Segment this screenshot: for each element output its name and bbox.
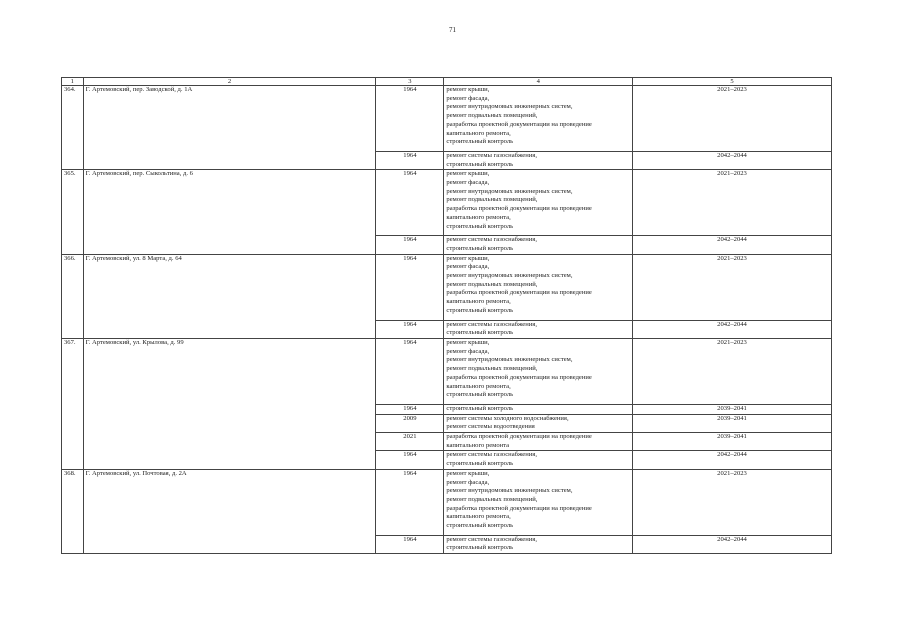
repair-work-item: строительный контроль [446, 329, 514, 337]
repair-period: 2039–2041 [633, 433, 832, 451]
repair-works [444, 151, 633, 169]
repair-work-item: капитального ремонта, [446, 298, 511, 306]
repair-work-item: строительный контроль [446, 460, 514, 468]
table-row [62, 170, 832, 236]
commission-year: 1964 [376, 338, 444, 404]
repair-work-item: ремонт крыши, [446, 254, 490, 262]
table-row [62, 469, 832, 535]
commission-year: 1964 [376, 170, 444, 236]
repair-period: 2042–2044 [633, 236, 832, 254]
repair-work-item: строительный контроль [446, 404, 514, 412]
building-number: 367. [62, 338, 84, 469]
repair-work-item: капитального ремонта, [446, 213, 511, 221]
header-col-4: 4 [444, 78, 633, 86]
repair-works [444, 535, 633, 553]
repair-work-item: ремонт подвальных помещений, [446, 280, 538, 288]
commission-year: 1964 [376, 469, 444, 535]
repair-work-item: разработка проектной документации на проведение [446, 289, 592, 297]
repair-works [444, 469, 633, 535]
repair-work-item: ремонт внутридомовых инженерных систем, [446, 187, 573, 195]
commission-year: 1964 [376, 236, 444, 254]
capital-repair-table [61, 77, 832, 554]
commission-year: 1964 [376, 451, 444, 469]
header-col-1: 1 [62, 78, 84, 86]
table-body [62, 86, 832, 554]
repair-period: 2042–2044 [633, 320, 832, 338]
repair-work-item: ремонт подвальных помещений, [446, 495, 538, 503]
repair-work-item: строительный контроль [446, 522, 514, 530]
repair-work-item: разработка проектной документации на проведение [446, 120, 592, 128]
commission-year: 1964 [376, 86, 444, 152]
repair-works [444, 404, 633, 414]
repair-works [444, 254, 633, 320]
repair-work-item: ремонт фасада, [446, 179, 490, 187]
building-number: 364. [62, 86, 84, 170]
repair-work-item: разработка проектной документации на проведение [446, 504, 592, 512]
commission-year: 1964 [376, 404, 444, 414]
repair-work-item: ремонт внутридомовых инженерных систем, [446, 103, 573, 111]
commission-year: 1964 [376, 151, 444, 169]
repair-work-item: строительный контроль [446, 138, 514, 146]
repair-work-item: ремонт подвальных помещений, [446, 112, 538, 120]
repair-work-item: ремонт крыши, [446, 86, 490, 93]
repair-work-item: разработка проектной документации на проведение [446, 433, 592, 441]
repair-work-item: ремонт системы газоснабжения, [446, 451, 537, 459]
building-number: 365. [62, 170, 84, 254]
repair-period: 2042–2044 [633, 151, 832, 169]
building-number: 368. [62, 469, 84, 553]
repair-period: 2042–2044 [633, 451, 832, 469]
repair-work-item: ремонт системы газоснабжения, [446, 320, 537, 328]
table-header-row [62, 78, 832, 86]
repair-work-item: ремонт крыши, [446, 170, 490, 178]
repair-work-item: капитального ремонта, [446, 129, 511, 137]
repair-work-item: ремонт подвальных помещений, [446, 196, 538, 204]
repair-period: 2021–2023 [633, 338, 832, 404]
repair-works [444, 236, 633, 254]
repair-work-item: ремонт внутридомовых инженерных систем, [446, 487, 573, 495]
repair-period: 2039–2041 [633, 414, 832, 432]
page-number: 71 [449, 26, 456, 34]
building-address: Г. Артемовский, пер. Заводской, д. 1А [83, 86, 376, 170]
table-row [62, 338, 832, 404]
repair-work-item: ремонт крыши, [446, 469, 490, 477]
repair-works [444, 338, 633, 404]
repair-work-item: строительный контроль [446, 244, 514, 252]
header-col-5: 5 [633, 78, 832, 86]
repair-work-item: разработка проектной документации на проведение [446, 205, 592, 213]
building-address: Г. Артемовский, ул. 8 Марта, д. 64 [83, 254, 376, 338]
repair-work-item: ремонт фасада, [446, 263, 490, 271]
repair-work-item: ремонт системы газоснабжения, [446, 236, 537, 244]
commission-year: 2021 [376, 433, 444, 451]
repair-work-item: ремонт системы холодного водоснабжения, [446, 414, 569, 422]
repair-period: 2021–2023 [633, 254, 832, 320]
commission-year: 1964 [376, 535, 444, 553]
repair-period: 2021–2023 [633, 170, 832, 236]
repair-work-item: ремонт системы водоотведения [446, 423, 535, 431]
repair-work-item: ремонт подвальных помещений, [446, 365, 538, 373]
repair-work-item: ремонт внутридомовых инженерных систем, [446, 272, 573, 280]
repair-work-item: строительный контроль [446, 391, 514, 399]
repair-works [444, 170, 633, 236]
commission-year: 2009 [376, 414, 444, 432]
building-address: Г. Артемовский, ул. Крылова, д. 99 [83, 338, 376, 469]
repair-period: 2021–2023 [633, 86, 832, 152]
repair-period: 2021–2023 [633, 469, 832, 535]
table-row [62, 86, 832, 152]
repair-work-item: ремонт внутридомовых инженерных систем, [446, 356, 573, 364]
repair-work-item: строительный контроль [446, 160, 514, 168]
repair-work-item: ремонт крыши, [446, 338, 490, 346]
repair-work-item: строительный контроль [446, 222, 514, 230]
commission-year: 1964 [376, 254, 444, 320]
repair-work-item: строительный контроль [446, 544, 514, 552]
building-address: Г. Артемовский, ул. Почтовая, д. 2А [83, 469, 376, 553]
repair-work-item: ремонт фасада, [446, 478, 490, 486]
header-col-3: 3 [376, 78, 444, 86]
repair-works [444, 451, 633, 469]
building-address: Г. Артемовский, пер. Сыкольтина, д. 6 [83, 170, 376, 254]
building-number: 366. [62, 254, 84, 338]
repair-works [444, 414, 633, 432]
header-col-2: 2 [83, 78, 376, 86]
repair-works [444, 433, 633, 451]
repair-work-item: капитального ремонта, [446, 382, 511, 390]
repair-work-item: капитального ремонта, [446, 513, 511, 521]
repair-works [444, 86, 633, 152]
repair-work-item: строительный контроль [446, 306, 514, 314]
repair-period: 2042–2044 [633, 535, 832, 553]
repair-works [444, 320, 633, 338]
repair-work-item: ремонт фасада, [446, 347, 490, 355]
repair-work-item: капитального ремонта [446, 441, 510, 449]
repair-work-item: ремонт системы газоснабжения, [446, 535, 537, 543]
repair-period: 2039–2041 [633, 404, 832, 414]
table-row [62, 254, 832, 320]
repair-work-item: разработка проектной документации на проведение [446, 373, 592, 381]
commission-year: 1964 [376, 320, 444, 338]
repair-work-item: ремонт фасада, [446, 94, 490, 102]
repair-work-item: ремонт системы газоснабжения, [446, 151, 537, 159]
